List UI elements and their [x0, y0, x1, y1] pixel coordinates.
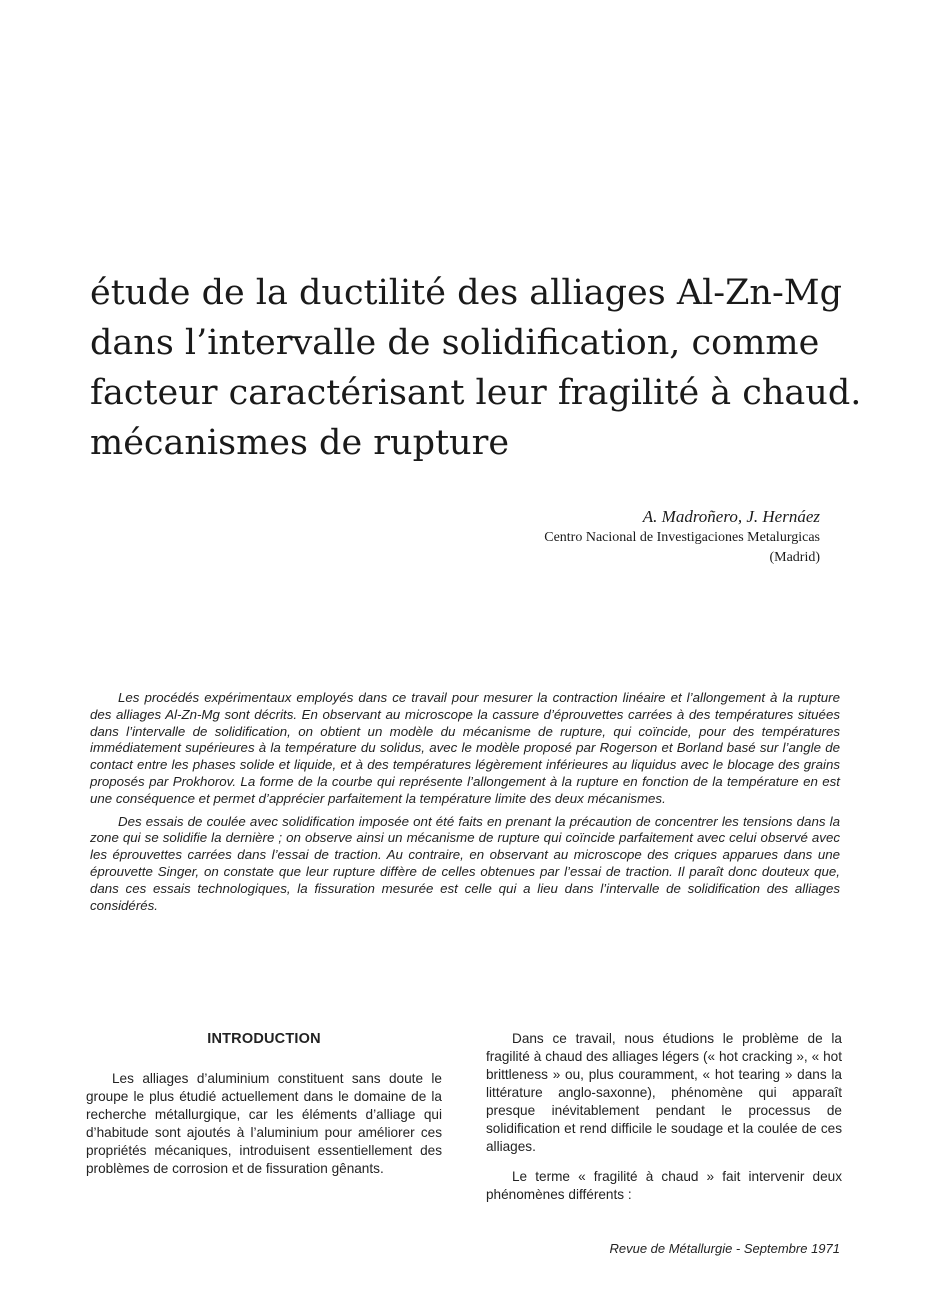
title-line-3: facteur caractérisant leur fragilité à chaud.	[90, 373, 862, 413]
journal-footer: Revue de Métallurgie - Septembre 1971	[609, 1241, 840, 1256]
title-line-4: mécanismes de rupture	[90, 423, 510, 463]
author-block	[544, 506, 820, 568]
abstract-paragraph-1: Les procédés expérimentaux employés dans ce travail pour mesurer la contraction linéaire et l’allongement à la rupture des alliages Al-Zn-Mg sont décrits. En observant au microscope la cassure d’éprouvettes carrées à des températures situées dans l’intervalle de solidification, on obtient un modèle du mécanisme de rupture, qui coïncide, pour des températures immédiatement supérieures à la température du solidus, avec le modèle proposé par Rogerson et Borland basé sur l’angle de contact entre les phases solide et liquide, et à des températures légèrement inférieures au liquidus avec le blocage des grains proposés par Prokhorov. La forme de la courbe qui représente l’allongement à la rupture en fonction de la température en est une conséquence et permet d’apprécier parfaitement la température limite des deux mécanismes.	[90, 690, 840, 806]
right-column	[486, 1030, 842, 1204]
section-heading-introduction: INTRODUCTION	[207, 1031, 321, 1047]
left-column	[86, 1030, 442, 1178]
abstract-paragraph-2: Des essais de coulée avec solidification imposée ont été faits en prenant la précaution de concentrer les tensions dans la zone qui se solidifie la dernière ; on observe ainsi un mécanisme de rupture qui coïncide parfaitement avec celui observé avec les éprouvettes carrées dans l’essai de traction. Au contraire, en observant au microscope des criques apparues dans une éprouvette Singer, on constate que leur rupture diffère de celles obtenues par l’essai de traction. Il paraît donc douteux que, dans ces essais technologiques, la fissuration mesurée est celle qui a lieu dans l’intervalle de solidification des alliages considérés.	[90, 813, 840, 913]
title-line-1: étude de la ductilité des alliages Al-Zn-Mg	[90, 273, 843, 313]
abstract	[90, 690, 840, 914]
author-names: A. Madroñero, J. Hernáez	[642, 507, 820, 526]
article-title	[90, 268, 862, 468]
body-paragraph-2: Le terme « fragilité à chaud » fait intervenir deux phénomènes différents :	[486, 1169, 842, 1202]
introduction-paragraph-1: Les alliages d’aluminium constituent sans doute le groupe le plus étudié actuellement dans le domaine de la recherche métallurgique, car les éléments d’alliage qui d’habitude sont ajoutés à l’aluminium pour améliorer ces propriétés mécaniques, introduisent essentiellement des problèmes de corrosion et de fissuration gênants.	[86, 1071, 442, 1176]
author-city: (Madrid)	[769, 550, 820, 565]
title-line-2: dans l’intervalle de solidification, comme	[90, 323, 820, 363]
body-paragraph-1: Dans ce travail, nous étudions le problème de la fragilité à chaud des alliages légers (« hot cracking », « hot brittleness » ou, plus couramment, « hot tearing » dans la littérature anglo-saxonne), phénomène qui apparaît presque inévitablement pendant le processus de solidification et rend difficile le soudage et la coulée de ces alliages.	[486, 1031, 842, 1154]
author-institution: Centro Nacional de Investigaciones Metalurgicas	[544, 530, 820, 545]
